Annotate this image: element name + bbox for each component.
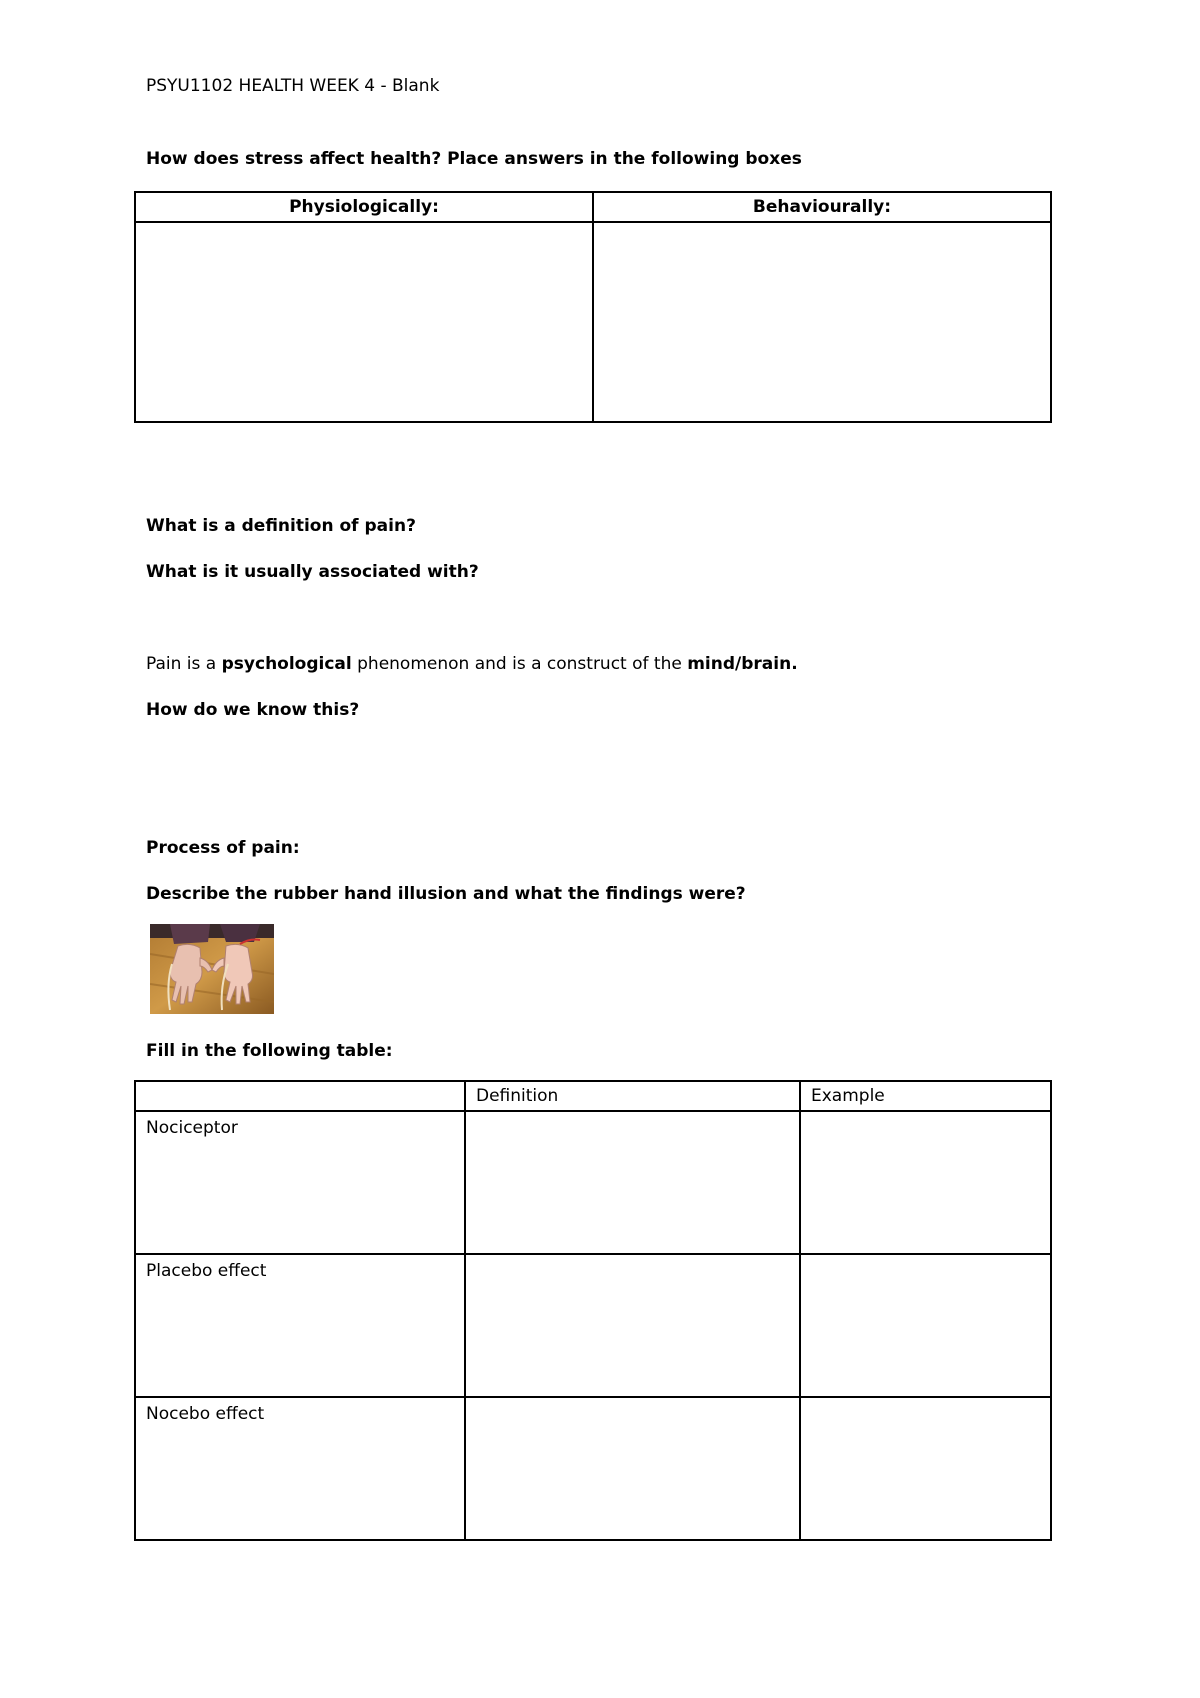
example-column-header: Example	[800, 1081, 1051, 1111]
physiologically-header: Physiologically:	[135, 192, 593, 222]
table-row	[135, 1254, 1051, 1397]
definition-column-header: Definition	[465, 1081, 800, 1111]
behaviourally-answer-box[interactable]	[593, 222, 1051, 422]
table-row	[135, 1397, 1051, 1540]
nociceptor-definition-box[interactable]	[465, 1111, 800, 1254]
nociceptor-label: Nociceptor	[135, 1111, 465, 1254]
stress-question: How does stress affect health? Place answers in the following boxes	[146, 149, 802, 169]
pain-association-question: What is it usually associated with?	[146, 562, 479, 582]
process-of-pain-heading: Process of pain:	[146, 838, 300, 858]
behaviourally-header: Behaviourally:	[593, 192, 1051, 222]
physiologically-answer-box[interactable]	[135, 222, 593, 422]
pain-definition-question: What is a definition of pain?	[146, 516, 416, 536]
document-title: PSYU1102 HEALTH WEEK 4 - Blank	[146, 76, 440, 96]
rubber-hand-question: Describe the rubber hand illusion and what the findings were?	[146, 884, 746, 904]
pain-terms-table	[134, 1080, 1052, 1541]
term-column-header	[135, 1081, 465, 1111]
nocebo-effect-definition-box[interactable]	[465, 1397, 800, 1540]
pain-statement-part2: phenomenon and is a construct of the	[351, 654, 688, 674]
stress-answer-table	[134, 191, 1052, 423]
rubber-hand-illusion-image	[150, 924, 274, 1014]
nocebo-effect-example-box[interactable]	[800, 1397, 1051, 1540]
pain-statement-bold2: mind/brain.	[687, 654, 798, 674]
nocebo-effect-label: Nocebo effect	[135, 1397, 465, 1540]
pain-statement	[146, 656, 798, 673]
fill-table-instruction: Fill in the following table:	[146, 1041, 393, 1061]
how-do-we-know-question: How do we know this?	[146, 700, 360, 720]
placebo-effect-label: Placebo effect	[135, 1254, 465, 1397]
placebo-effect-definition-box[interactable]	[465, 1254, 800, 1397]
nociceptor-example-box[interactable]	[800, 1111, 1051, 1254]
table-row	[135, 1111, 1051, 1254]
pain-statement-part1: Pain is a	[146, 654, 222, 674]
pain-statement-bold1: psychological	[221, 654, 352, 674]
placebo-effect-example-box[interactable]	[800, 1254, 1051, 1397]
